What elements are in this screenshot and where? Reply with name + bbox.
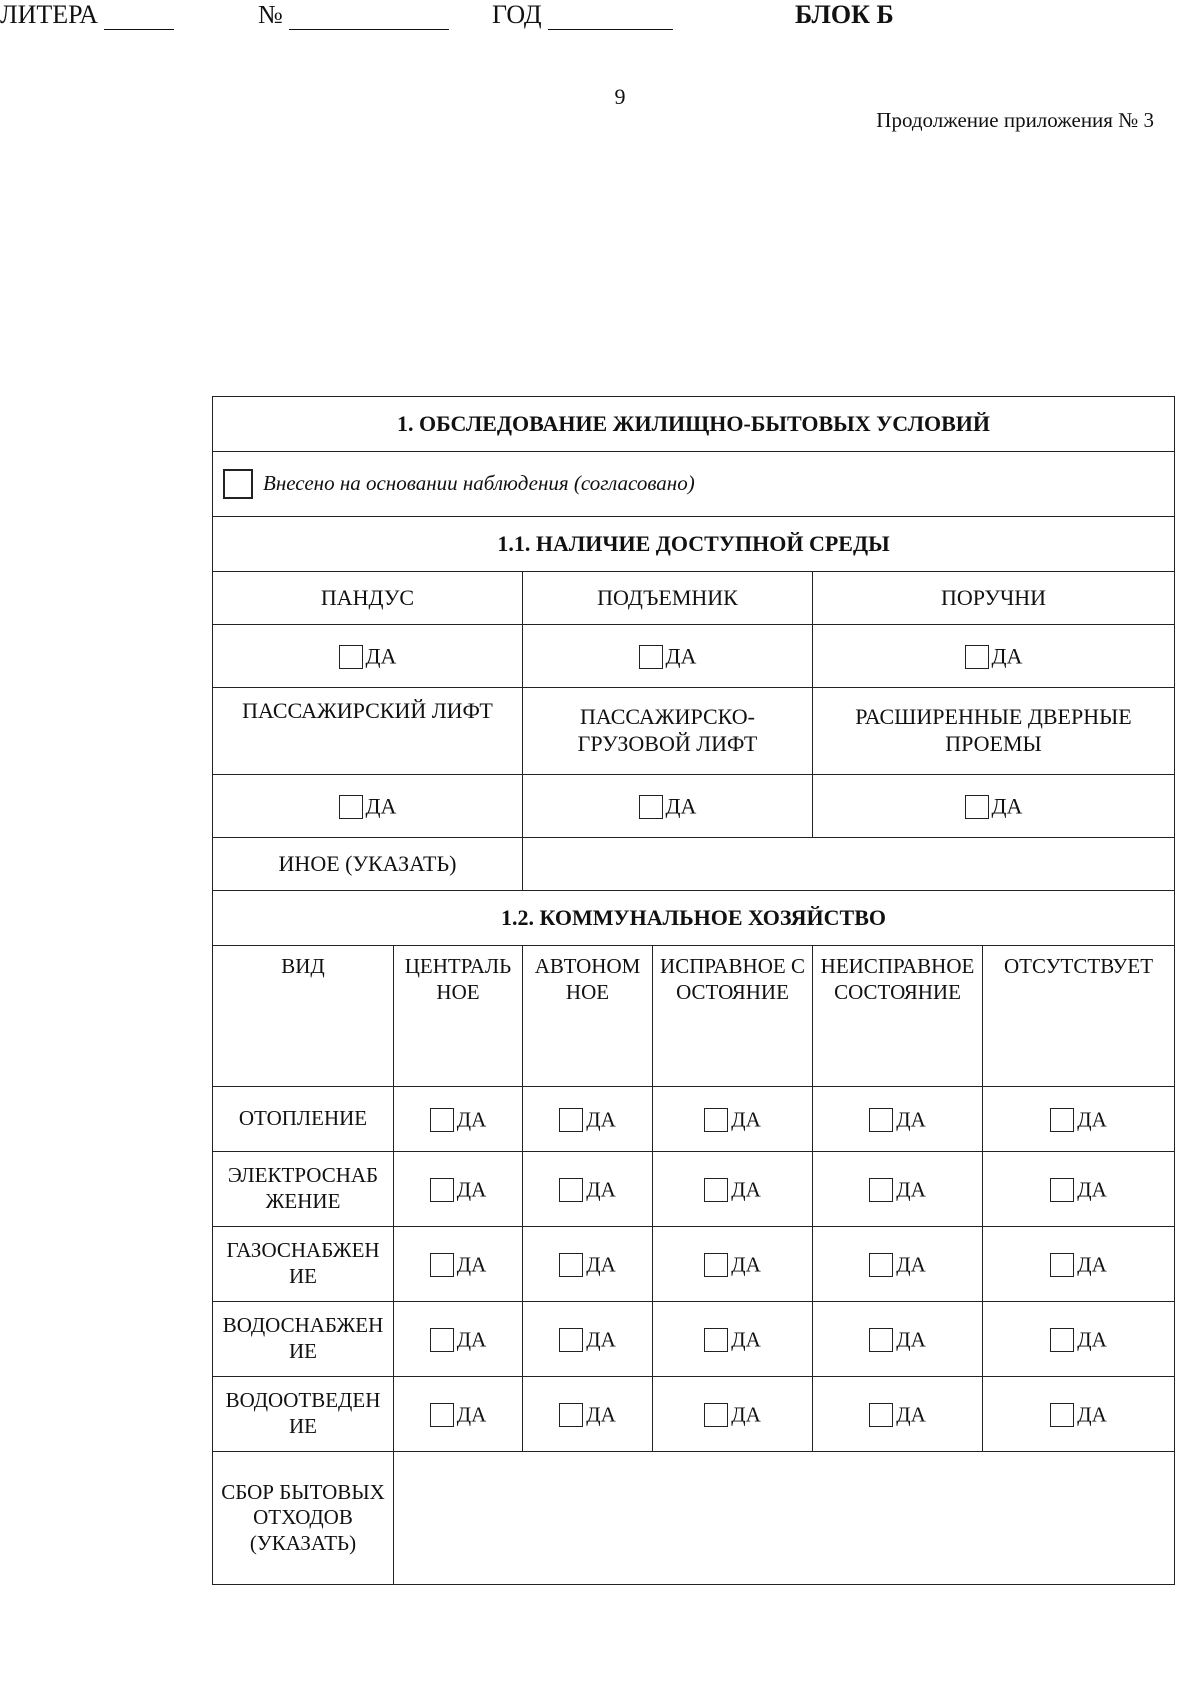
utility-row xyxy=(213,1302,1175,1377)
yes-cell xyxy=(653,1302,813,1377)
col-faulty-header: НЕИСПРАВНОЕ СОСТОЯНИЕ xyxy=(813,946,983,1087)
autonomous-checkbox[interactable] xyxy=(559,1178,583,1202)
survey-form-table xyxy=(212,396,1175,1585)
accessibility-labels-row-2 xyxy=(213,688,1175,775)
block-label: БЛОК Б xyxy=(795,0,894,29)
litera-blank[interactable] xyxy=(104,3,174,30)
yes-cell xyxy=(813,1377,983,1452)
yes-label: ДА xyxy=(456,1326,487,1351)
yes-label: ДА xyxy=(896,1326,926,1351)
lift-platform-label: ПОДЪЕМНИК xyxy=(523,572,813,625)
yes-label: ДА xyxy=(586,1176,616,1201)
utilities-column-headers xyxy=(213,946,1175,1087)
working-checkbox[interactable] xyxy=(704,1403,728,1427)
yes-label: ДА xyxy=(586,1106,616,1131)
observation-note: Внесено на основании наблюдения (согласовано) xyxy=(263,471,695,496)
waste-label: СБОР БЫТОВЫХ ОТХОДОВ (УКАЗАТЬ) xyxy=(213,1452,394,1585)
yes-label: ДА xyxy=(586,1326,616,1351)
yes-cell xyxy=(523,1152,653,1227)
freight-elevator-yes-cell xyxy=(523,775,813,838)
central-checkbox[interactable] xyxy=(430,1328,454,1352)
year-blank[interactable] xyxy=(548,3,673,30)
passenger-elevator-label: ПАССАЖИРСКИЙ ЛИФТ xyxy=(213,688,523,775)
year-field xyxy=(492,0,673,30)
yes-cell xyxy=(653,1227,813,1302)
yes-cell xyxy=(813,1227,983,1302)
yes-label: ДА xyxy=(896,1106,926,1131)
working-checkbox[interactable] xyxy=(704,1178,728,1202)
passenger-elevator-yes-checkbox[interactable] xyxy=(339,795,363,819)
utility-row xyxy=(213,1152,1175,1227)
document-header xyxy=(0,0,940,44)
section-1-1-header-row xyxy=(213,517,1175,572)
ramp-yes-cell xyxy=(213,625,523,688)
yes-cell xyxy=(983,1377,1175,1452)
yes-cell xyxy=(653,1152,813,1227)
number-label: № xyxy=(258,0,283,29)
central-checkbox[interactable] xyxy=(430,1108,454,1132)
yes-label: ДА xyxy=(456,1401,487,1426)
col-autonomous-header: АВТОНОМНОЕ xyxy=(523,946,653,1087)
col-type-header: ВИД xyxy=(213,946,394,1087)
passenger-elevator-yes-cell xyxy=(213,775,523,838)
yes-cell xyxy=(394,1377,523,1452)
waste-input-cell[interactable] xyxy=(394,1452,1175,1585)
working-checkbox[interactable] xyxy=(704,1328,728,1352)
autonomous-checkbox[interactable] xyxy=(559,1328,583,1352)
absent-checkbox[interactable] xyxy=(1050,1108,1074,1132)
absent-checkbox[interactable] xyxy=(1050,1403,1074,1427)
ramp-label: ПАНДУС xyxy=(213,572,523,625)
faulty-checkbox[interactable] xyxy=(869,1178,893,1202)
yes-label: ДА xyxy=(1077,1176,1107,1201)
faulty-checkbox[interactable] xyxy=(869,1253,893,1277)
yes-cell xyxy=(523,1087,653,1152)
accessibility-labels-row-1 xyxy=(213,572,1175,625)
yes-label: ДА xyxy=(731,1106,761,1131)
autonomous-checkbox[interactable] xyxy=(559,1253,583,1277)
central-checkbox[interactable] xyxy=(430,1253,454,1277)
lift-platform-yes-cell xyxy=(523,625,813,688)
yes-label: ДА xyxy=(1077,1251,1107,1276)
yes-label: ДА xyxy=(991,643,1023,669)
freight-elevator-yes-checkbox[interactable] xyxy=(639,795,663,819)
yes-cell xyxy=(813,1302,983,1377)
wide-doorways-label: РАСШИРЕННЫЕ ДВЕРНЫЕ ПРОЕМЫ xyxy=(813,688,1175,775)
yes-label: ДА xyxy=(731,1326,761,1351)
accessibility-checks-row-1 xyxy=(213,625,1175,688)
yes-label: ДА xyxy=(456,1176,487,1201)
yes-cell xyxy=(523,1227,653,1302)
yes-label: ДА xyxy=(1077,1326,1107,1351)
yes-cell xyxy=(983,1087,1175,1152)
col-absent-header: ОТСУТСТВУЕТ xyxy=(983,946,1175,1087)
yes-cell xyxy=(653,1087,813,1152)
yes-label: ДА xyxy=(365,643,397,669)
autonomous-checkbox[interactable] xyxy=(559,1108,583,1132)
yes-cell xyxy=(813,1152,983,1227)
yes-cell xyxy=(813,1087,983,1152)
col-central-header: ЦЕНТРАЛЬНОЕ xyxy=(394,946,523,1087)
yes-label: ДА xyxy=(731,1401,761,1426)
utility-name: ЭЛЕКТРОСНАБЖЕНИЕ xyxy=(213,1152,394,1227)
absent-checkbox[interactable] xyxy=(1050,1328,1074,1352)
col-working-header: ИСПРАВНОЕ СОСТОЯНИЕ xyxy=(653,946,813,1087)
yes-cell xyxy=(983,1227,1175,1302)
number-field xyxy=(258,0,449,30)
working-checkbox[interactable] xyxy=(704,1253,728,1277)
faulty-checkbox[interactable] xyxy=(869,1403,893,1427)
yes-cell xyxy=(394,1227,523,1302)
yes-label: ДА xyxy=(456,1251,487,1276)
central-checkbox[interactable] xyxy=(430,1403,454,1427)
yes-label: ДА xyxy=(896,1401,926,1426)
absent-checkbox[interactable] xyxy=(1050,1253,1074,1277)
utility-name: ГАЗОСНАБЖЕНИЕ xyxy=(213,1227,394,1302)
yes-label: ДА xyxy=(896,1176,926,1201)
yes-label: ДА xyxy=(586,1401,616,1426)
number-blank[interactable] xyxy=(289,3,449,30)
yes-cell xyxy=(394,1152,523,1227)
yes-label: ДА xyxy=(991,793,1023,819)
year-label: ГОД xyxy=(492,0,542,29)
other-label: ИНОЕ (УКАЗАТЬ) xyxy=(213,838,523,891)
observation-cell xyxy=(213,452,1175,517)
section-1-2-header-row xyxy=(213,891,1175,946)
yes-label: ДА xyxy=(665,793,697,819)
yes-label: ДА xyxy=(456,1106,487,1131)
other-input-cell[interactable] xyxy=(523,838,1175,891)
freight-elevator-label: ПАССАЖИРСКО-ГРУЗОВОЙ ЛИФТ xyxy=(523,688,813,775)
section-1-header-row xyxy=(213,397,1175,452)
yes-label: ДА xyxy=(1077,1106,1107,1131)
yes-cell xyxy=(983,1302,1175,1377)
ramp-yes-checkbox[interactable] xyxy=(339,645,363,669)
other-row xyxy=(213,838,1175,891)
utility-row xyxy=(213,1377,1175,1452)
section-1-1-title: 1.1. НАЛИЧИЕ ДОСТУПНОЙ СРЕДЫ xyxy=(213,517,1175,572)
yes-label: ДА xyxy=(665,643,697,669)
yes-label: ДА xyxy=(365,793,397,819)
handrails-yes-cell xyxy=(813,625,1175,688)
faulty-checkbox[interactable] xyxy=(869,1328,893,1352)
wide-doorways-yes-cell xyxy=(813,775,1175,838)
wide-doorways-yes-checkbox[interactable] xyxy=(965,795,989,819)
handrails-label: ПОРУЧНИ xyxy=(813,572,1175,625)
yes-label: ДА xyxy=(731,1176,761,1201)
section-1-2-title: 1.2. КОММУНАЛЬНОЕ ХОЗЯЙСТВО xyxy=(213,891,1175,946)
working-checkbox[interactable] xyxy=(704,1108,728,1132)
yes-label: ДА xyxy=(896,1251,926,1276)
yes-cell xyxy=(394,1087,523,1152)
autonomous-checkbox[interactable] xyxy=(559,1403,583,1427)
faulty-checkbox[interactable] xyxy=(869,1108,893,1132)
utility-name: ОТОПЛЕНИЕ xyxy=(213,1087,394,1152)
observation-checkbox[interactable] xyxy=(223,469,253,499)
appendix-continuation: Продолжение приложения № 3 xyxy=(876,108,1154,132)
section-1-title: 1. ОБСЛЕДОВАНИЕ ЖИЛИЩНО-БЫТОВЫХ УСЛОВИЙ xyxy=(213,397,1175,452)
yes-cell xyxy=(394,1302,523,1377)
utility-name: ВОДООТВЕДЕНИЕ xyxy=(213,1377,394,1452)
lift-platform-yes-checkbox[interactable] xyxy=(639,645,663,669)
observation-row xyxy=(213,452,1175,517)
accessibility-checks-row-2 xyxy=(213,775,1175,838)
central-checkbox[interactable] xyxy=(430,1178,454,1202)
yes-cell xyxy=(523,1302,653,1377)
yes-label: ДА xyxy=(1077,1401,1107,1426)
utility-name: ВОДОСНАБЖЕНИЕ xyxy=(213,1302,394,1377)
yes-cell xyxy=(653,1377,813,1452)
utility-row xyxy=(213,1087,1175,1152)
handrails-yes-checkbox[interactable] xyxy=(965,645,989,669)
yes-cell xyxy=(983,1152,1175,1227)
page-number: 9 xyxy=(614,84,626,109)
litera-label: ЛИТЕРА xyxy=(0,0,99,29)
yes-label: ДА xyxy=(586,1251,616,1276)
absent-checkbox[interactable] xyxy=(1050,1178,1074,1202)
litera-field xyxy=(0,0,174,30)
waste-row xyxy=(213,1452,1175,1585)
utility-row xyxy=(213,1227,1175,1302)
yes-label: ДА xyxy=(731,1251,761,1276)
yes-cell xyxy=(523,1377,653,1452)
